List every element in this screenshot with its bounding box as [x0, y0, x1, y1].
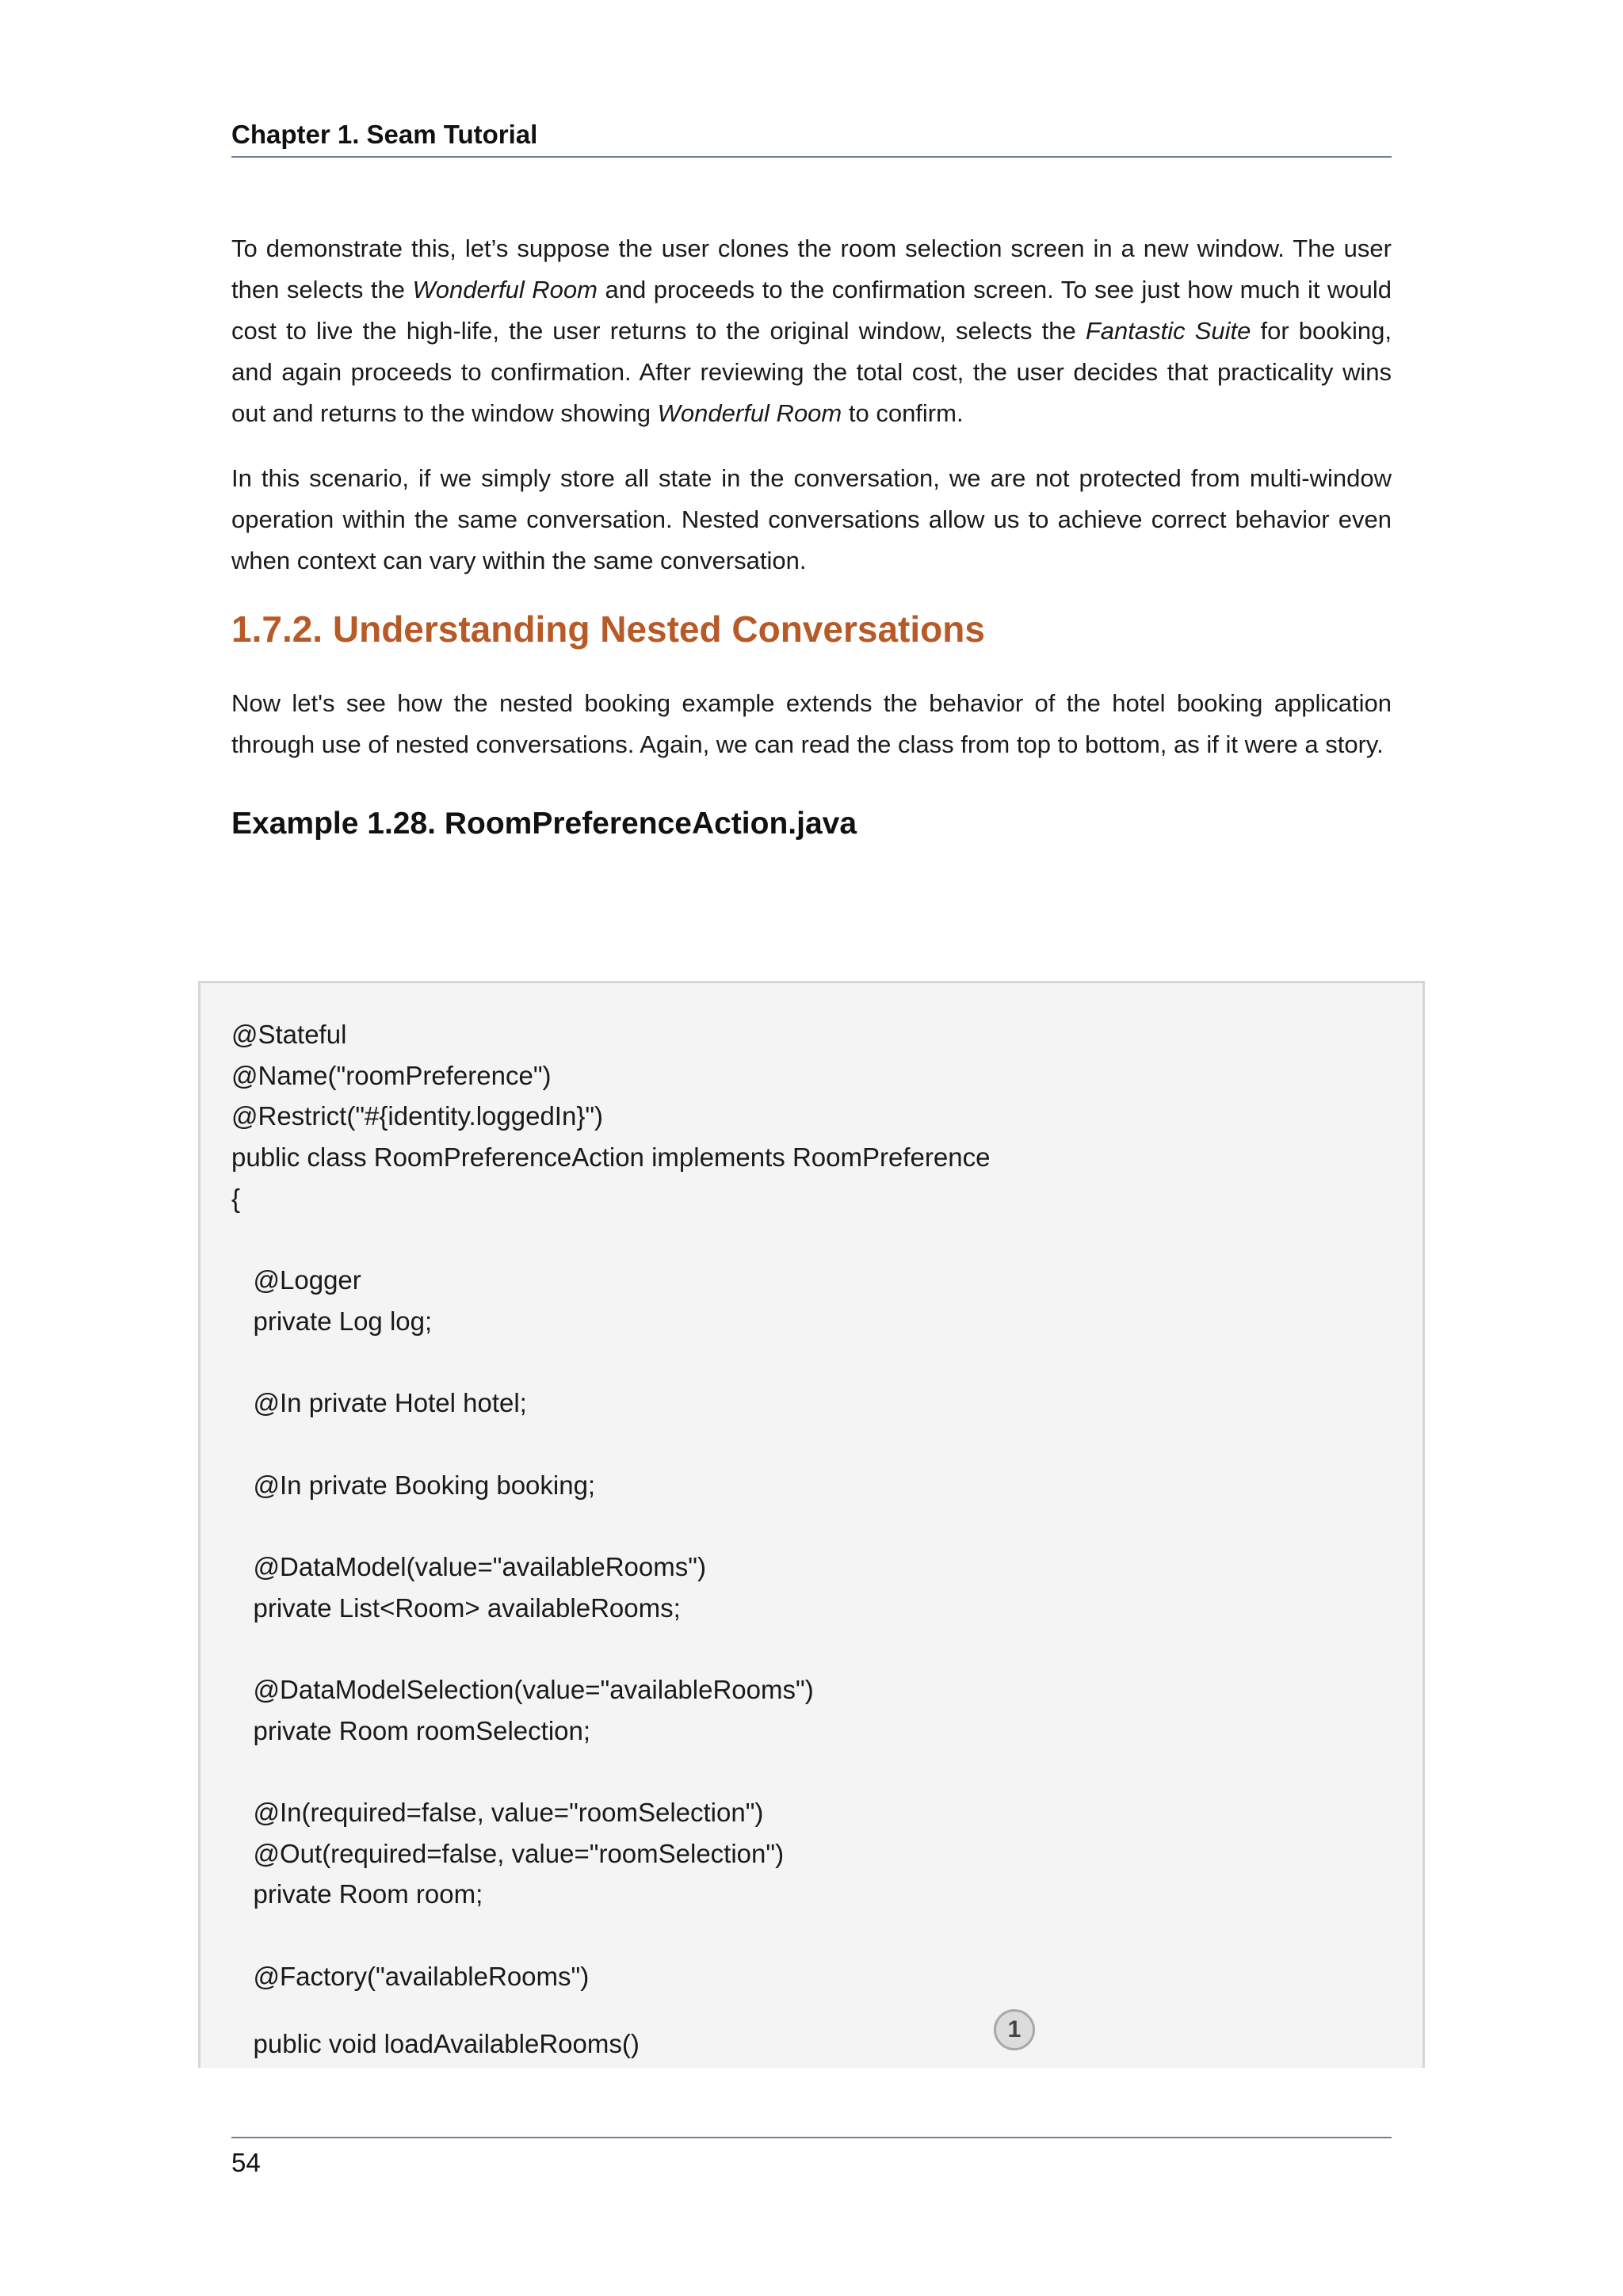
code-line: @Stateful — [231, 1020, 347, 1049]
code-line: public class RoomPreferenceAction implements RoomPreference — [231, 1142, 991, 1173]
paragraph-2: In this scenario, if we simply store all state in the conversation, we are not protected from multi-window operation within the same conversation. Nested conversations allow us to achieve correct behavior even when context can vary within the same conversation. — [231, 464, 1392, 574]
callout-marker-icon: 1 — [994, 2009, 1035, 2050]
paragraph-1-text-g: to confirm. — [842, 399, 964, 427]
code-line: @Out(required=false, value="roomSelection") — [231, 1838, 785, 1868]
code-line — [231, 1628, 1341, 1669]
code-line: @In private Hotel hotel; — [231, 1388, 527, 1418]
emphasis-wonderful-room: Wonderful Room — [412, 276, 598, 303]
code-line: private List<Room> availableRooms; — [231, 1592, 681, 1623]
page-number: 54 — [231, 2148, 261, 2177]
emphasis-fantastic-suite: Fantastic Suite — [1085, 317, 1251, 345]
code-line: public void loadAvailableRooms() — [231, 2028, 640, 2058]
section-heading: 1.7.2. Understanding Nested Conversations — [231, 608, 985, 650]
chapter-header: Chapter 1. Seam Tutorial — [231, 120, 538, 149]
code-line — [231, 1424, 1341, 1465]
footer-divider — [231, 2137, 1392, 2138]
paragraph-1-text-c: and proceeds to the confirmation screen. To see just how much it would cost to live the high-life, the user returns to the original window, selects the — [231, 276, 1392, 345]
paragraph-1-text-a: To demonstrate this, let’s suppose the user clones the room selection screen in a new window. The user then selects the — [231, 235, 1392, 303]
code-line: private Room room; — [231, 1879, 483, 1909]
code-line: @Factory("availableRooms") — [231, 1961, 590, 1991]
code-line — [231, 1915, 1341, 1956]
code-line — [231, 1219, 1341, 1260]
code-line: @In private Booking booking; — [231, 1470, 596, 1500]
code-line: @Restrict("#{identity.loggedIn}") — [231, 1101, 604, 1131]
example-title: Example 1.28. RoomPreferenceAction.java — [231, 807, 857, 841]
paragraph-3: Now let's see how the nested booking example extends the behavior of the hotel booking application through use of nested conversations. Again, we can read the class from top to bottom, as if it were a story. — [231, 689, 1392, 758]
paragraph-1-text-e: for booking, and again proceeds to confirmation. After reviewing the total cost, the user decides that practicality wins out and returns to the window showing — [231, 317, 1392, 427]
emphasis-wonderful-room-2: Wonderful Room — [657, 399, 842, 427]
paragraph-1 — [231, 228, 1392, 434]
main-content — [231, 228, 1392, 845]
code-listing — [231, 1014, 1341, 2064]
code-line: private Log log; — [231, 1306, 433, 1336]
code-line: @Logger — [231, 1265, 361, 1295]
code-line: @DataModel(value="availableRooms") — [231, 1551, 706, 1581]
code-line: @In(required=false, value="roomSelection") — [231, 1798, 764, 1828]
code-line: { — [231, 1183, 241, 1213]
code-line: private Room roomSelection; — [231, 1715, 591, 1745]
code-line — [231, 1342, 1341, 1383]
code-line: @DataModelSelection(value="availableRooms") — [231, 1675, 814, 1704]
code-line — [231, 1505, 1341, 1547]
code-line — [231, 1751, 1341, 1792]
code-line: @Name("roomPreference") — [231, 1060, 552, 1090]
header-divider — [231, 156, 1392, 158]
